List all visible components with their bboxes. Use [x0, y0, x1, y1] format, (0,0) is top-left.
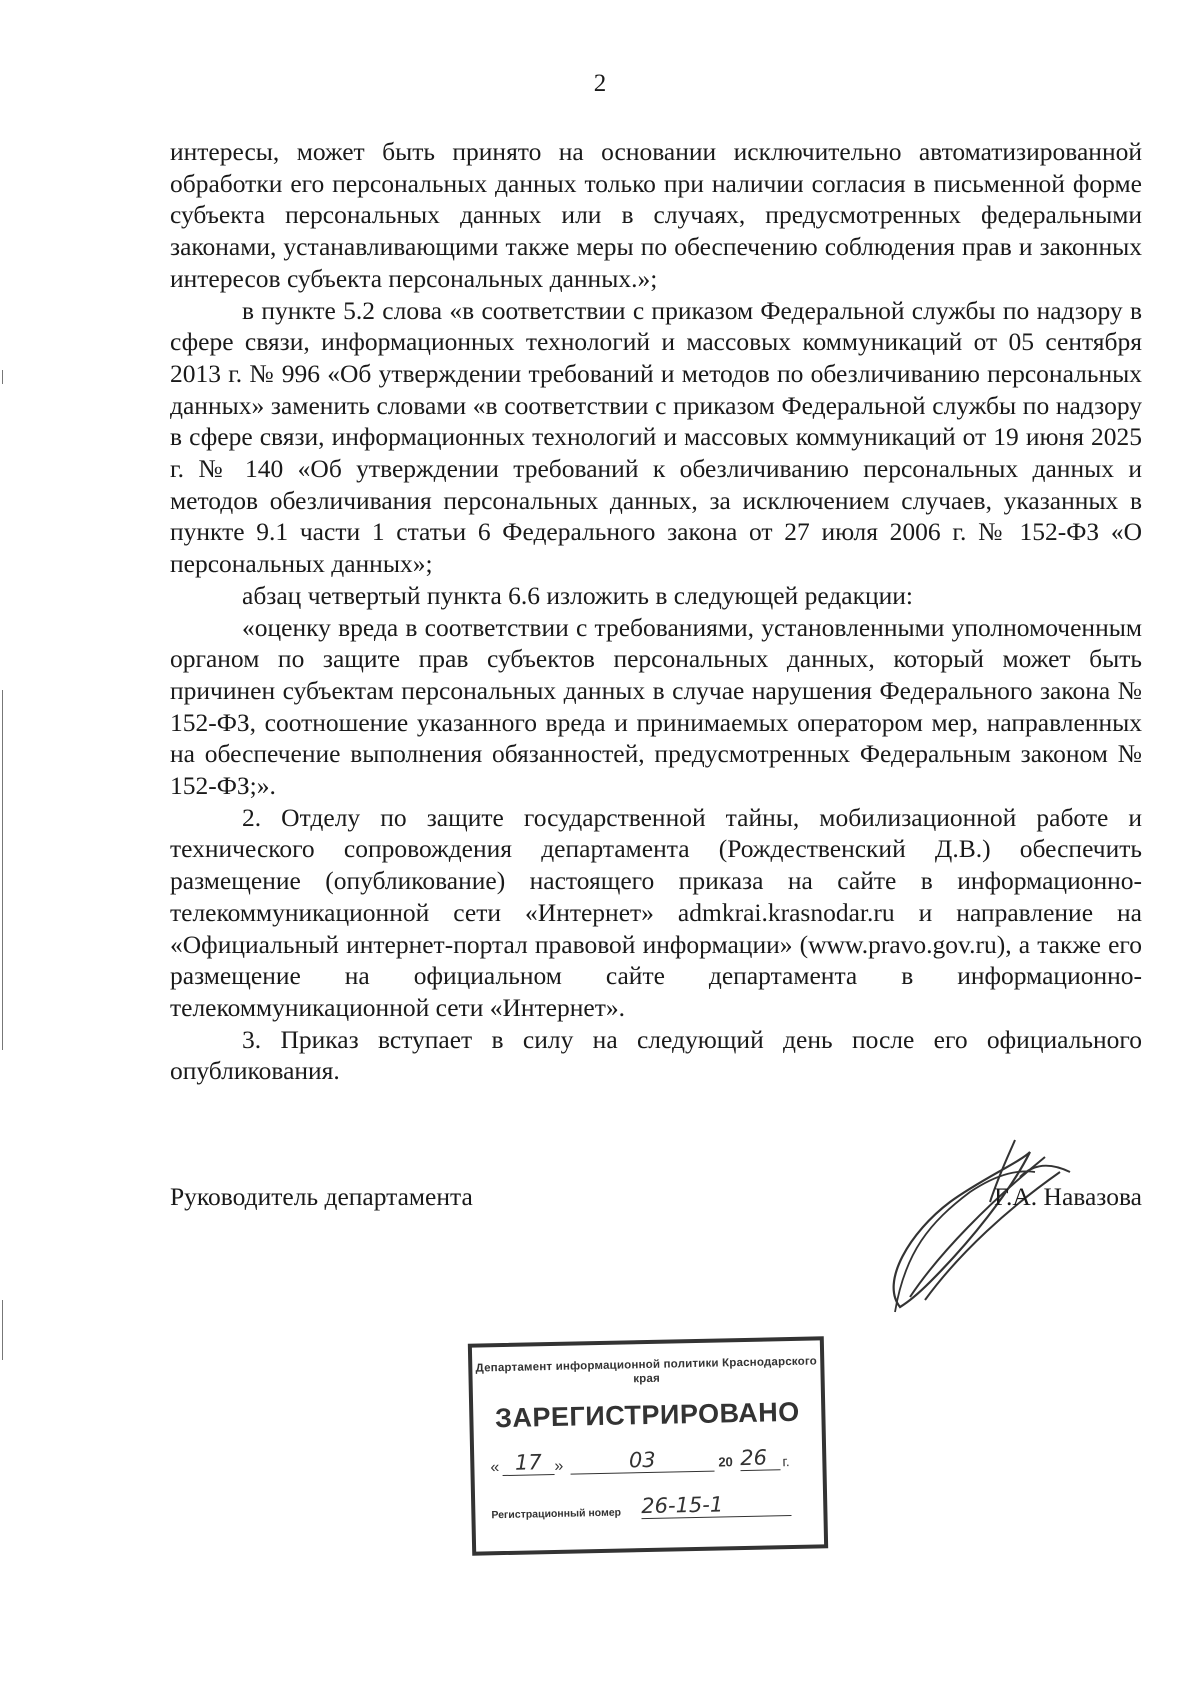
paragraph-continuation: интересы, может быть принято на основании исключительно автоматизированной обработки его персональных данных только при наличии согласия в письменной форме субъекта персональных данных или в случаях, предусмотренных федеральными законами, устанавливающими также меры по обеспечению соблюдения прав и законных интересов субъекта персональных данных.»; — [170, 137, 1142, 293]
registration-stamp — [468, 1336, 828, 1555]
page-number: 2 — [593, 70, 607, 97]
stamp-year-prefix: 20 — [718, 1454, 733, 1470]
stamp-reg-label: Регистрационный номер — [491, 1506, 622, 1522]
signatory-title: Руководитель департамента — [170, 1182, 473, 1211]
signatory-name: Г.А. Навазова — [994, 1182, 1142, 1211]
stamp-title: ЗАРЕГИСТРИРОВАНО — [494, 1396, 800, 1434]
scan-margin-mark — [2, 1300, 3, 1360]
stamp-quote-close: » — [554, 1457, 564, 1475]
paragraph-item-6-6: абзац четвертый пункта 6.6 изложить в следующей редакции: — [242, 580, 914, 610]
stamp-registration — [491, 1491, 808, 1528]
paragraph-effective-date: 3. Приказ вступает в силу на следующий день после его официального опубликования. — [170, 1024, 1142, 1086]
paragraph-item-5-2: в пункте 5.2 слова «в соответствии с приказом Федеральной службы по надзору в сфере связи, информационных технологий и массовых коммуникаций от 05 сентября 2013 г. № 996 «Об утверждении требований и методов по обезличиванию персональных данных» заменить словами «в соответствии с приказом Федеральной службы по надзору в сфере связи, информационных технологий и массовых коммуникаций от 19 июня 2025 г. № 140 «Об утверждении требований к обезличиванию персональных данных и методов обезличивания персональных данных, за исключением случаев, указанных в пункте 9.1 части 1 статьи 6 Федерального закона от 27 июля 2006 г. № 152-ФЗ «О персональных данных»; — [170, 295, 1142, 579]
scan-margin-mark — [2, 370, 3, 384]
stamp-day: 17 — [502, 1450, 555, 1476]
signature-block — [170, 1172, 1142, 1232]
document-body — [170, 136, 1142, 1087]
stamp-department: Департамент информационной политики Краснодарского края — [475, 1355, 818, 1386]
paragraph-publication: 2. Отделу по защите государственной тайны, мобилизационной работе и технического сопровождения департамента (Рождественский Д.В.) обеспечить размещение (опубликование) настоящего приказа на сайте в информационно-телекоммуникационной сети «Интернет» admkrai.krasnodar.ru и направление на «Официальный интернет-портал правовой информации» (www.pravo.gov.ru), а также его размещение на официальном сайте департамента в информационно-телекоммуникационной сети «Интернет». — [170, 802, 1142, 1022]
paragraph-harm-assessment: «оценку вреда в соответствии с требованиями, установленными уполномоченным органом по защите прав субъектов персональных данных, который может быть причинен субъектам персональных данных в случае нарушения Федерального закона № 152-ФЗ, соотношение указанного вреда и принимаемых оператором мер, направленных на обеспечение выполнения обязанностей, предусмотренных Федеральным законом № 152-ФЗ;». — [170, 612, 1142, 801]
stamp-quote-open: « — [490, 1459, 500, 1477]
stamp-month: 03 — [570, 1447, 714, 1475]
stamp-reg-number: 26-15-1 — [641, 1491, 791, 1519]
handwritten-signature — [870, 1132, 1090, 1322]
scan-margin-mark — [2, 690, 3, 1050]
stamp-year-suffix-g: г. — [782, 1453, 790, 1470]
stamp-date — [490, 1445, 807, 1482]
stamp-year-suffix: 26 — [740, 1445, 781, 1471]
